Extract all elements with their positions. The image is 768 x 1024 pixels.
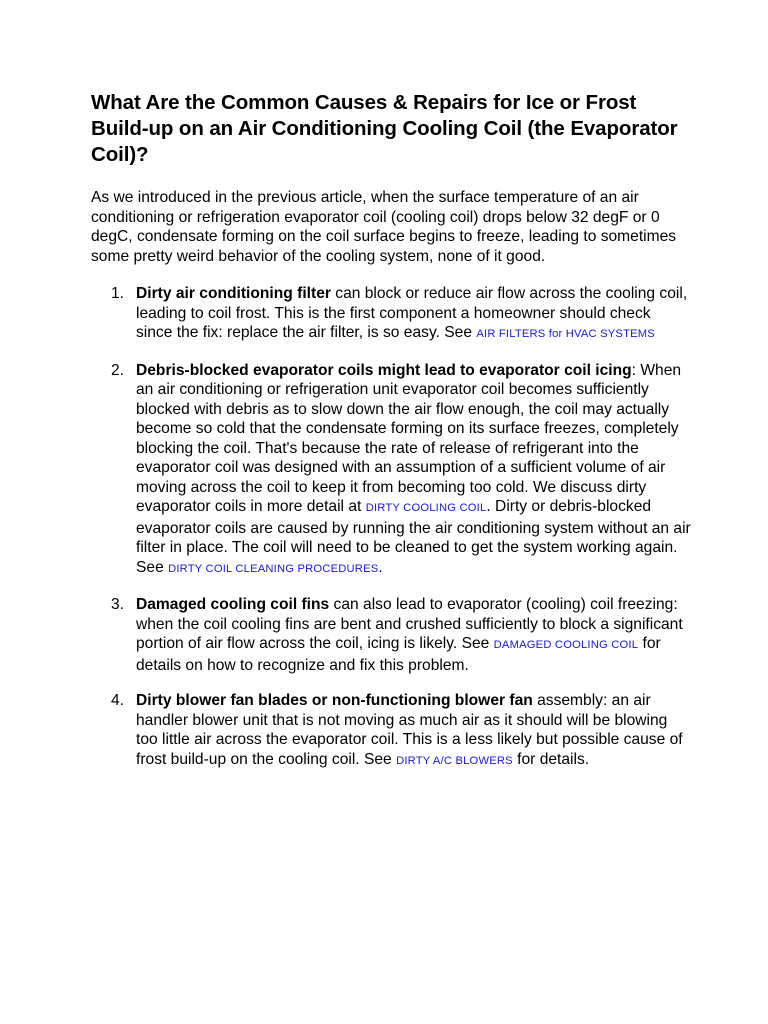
link-air-filters[interactable]: AIR FILTERS for HVAC SYSTEMS: [476, 328, 655, 340]
link-dirty-ac-blowers[interactable]: DIRTY A/C BLOWERS: [396, 754, 513, 767]
list-item-number: 1.: [111, 285, 125, 302]
list-item-heading: Dirty blower fan blades or non-functioning blower fan: [136, 692, 533, 709]
document-page: [91, 90, 691, 787]
list-item: [91, 361, 691, 580]
list-item: [91, 691, 691, 771]
list-item-text: can block or reduce air flow across the cooling coil, leading to coil frost. This is the first component a homeowner should check since the fix: replace the air filter, is so easy. See: [136, 285, 688, 341]
list-item-number: 4.: [111, 692, 125, 709]
list-item-text: .: [378, 558, 383, 576]
list-item-text: . Dirty or debris-blocked evaporator coils are caused by running the air conditioning system without an air filter in place. The coil will need to be cleaned to get the system working again. See: [136, 498, 691, 576]
causes-list: [91, 284, 691, 771]
list-item-text: for details on how to recognize and fix this problem.: [136, 635, 661, 674]
list-item: [91, 284, 691, 345]
list-item-text: can also lead to evaporator (cooling) coil freezing: when the coil cooling fins are bent and crushed sufficiently to block a significant portion of air flow across the coil, icing is likely. See: [136, 596, 683, 652]
list-item-number: 3.: [111, 596, 125, 613]
link-dirty-cooling-coil[interactable]: DIRTY COOLING COIL: [365, 502, 487, 514]
link-damaged-cooling-coil[interactable]: DAMAGED COOLING COIL: [493, 639, 639, 651]
list-item: [91, 595, 691, 675]
list-item-text: assembly: an air handler blower unit that is not moving as much air as it should will be blowing too little air across the evaporator coil. This is a less likely but possible cause of frost build-up on the cooling coil. See: [136, 692, 683, 768]
list-item-number: 2.: [111, 361, 125, 379]
link-dirty-coil-cleaning[interactable]: DIRTY COIL CLEANING PROCEDURES: [168, 562, 379, 575]
list-item-text: : When an air conditioning or refrigeration unit evaporator coil becomes sufficiently blocked with debris as to slow down the air flow enough, the coil may actually become so cold that the condensate forming on its surface freezes, completely blocking the coil. That's because the rate of release of refrigerant into the evaporator coil was designed with an assumption of a sufficient volume of air moving across the coil to keep it from becoming too cold. We discuss dirty evaporator coils in more detail at: [136, 361, 682, 515]
list-item-heading: Damaged cooling coil fins: [136, 596, 330, 613]
page-title: What Are the Common Causes & Repairs for Ice or Frost Build-up on an Air Conditioning Cooling Coil (the Evaporator Coil)?: [91, 91, 678, 166]
intro-paragraph: As we introduced in the previous article, when the surface temperature of an air conditioning or refrigeration evaporator coil (cooling coil) drops below 32 degF or 0 degC, condensate forming on the coil surface begins to freeze, leading to sometimes some pretty weird behavior of the cooling system, none of it good.: [91, 189, 677, 265]
list-item-heading: Debris-blocked evaporator coils might lead to evaporator coil icing: [136, 361, 632, 379]
list-item-text: for details.: [512, 750, 590, 768]
list-item-heading: Dirty air conditioning filter: [136, 285, 331, 302]
